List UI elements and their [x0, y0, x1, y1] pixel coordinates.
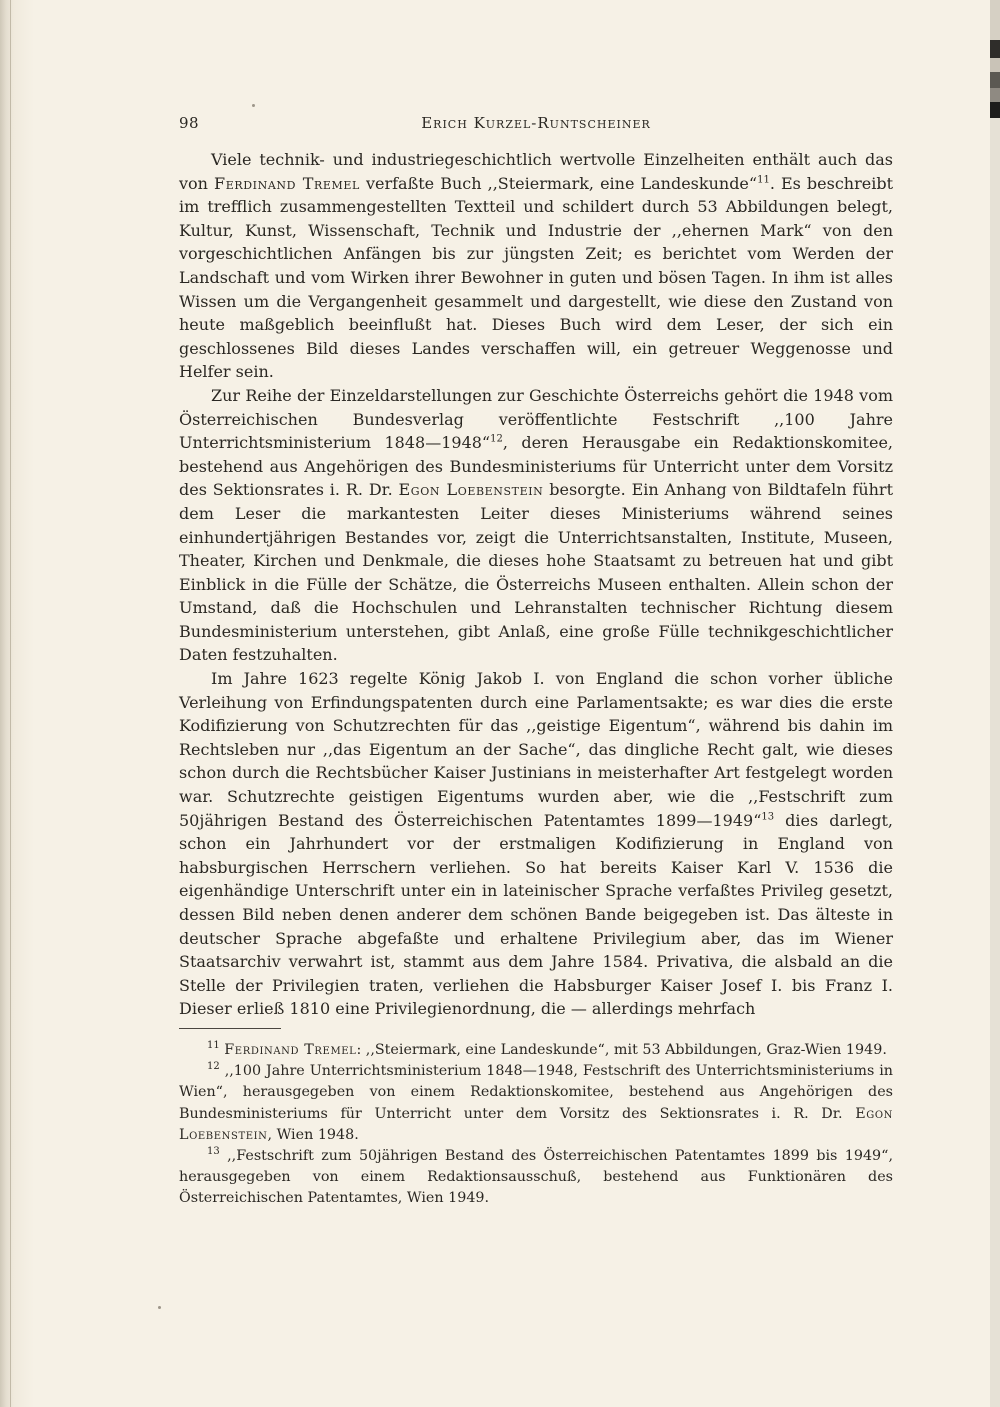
binding-edge-line	[10, 0, 11, 1407]
footnote: $^{12}$ ,,100 Jahre Unterrichtsministerium 1848—1948, Festschrift des Unterrichtsministeriums in Wien“, herausgegeben von einem Redaktionskomitee, bestehend aus Angehörigen des Bundesministeriums für Unterricht unter dem Vorsitz des Sektionsrates i. R. Dr. Egon Loebenstein, Wien 1948.	[179, 1061, 894, 1143]
edge-tab	[990, 40, 1000, 58]
footnote-ref[interactable]: 13	[761, 811, 775, 823]
footnote-ref[interactable]: 12	[490, 433, 503, 445]
book-binding-shadow	[0, 0, 34, 1407]
edge-tab	[990, 102, 1000, 118]
paragraph: Viele technik- und industriegeschichtlich wertvolle Einzelheiten enthält auch das von Ferdinand Tremel verfaßte Buch ,,Steiermark, eine Landeskunde“$^{11}$. Es beschreibt im trefflich zusammengestellten Textteil und schildert durch 53 Abbildungen belegt, Kultur, Kunst, Wissenschaft, Technik und Industrie der ,,ehernen Mark“ von den vorgeschichtlichen Anfängen bis zur jüngsten Zeit; es berichtet vom Werden der Landschaft und vom Wirken ihrer Bewohner in guten und bösen Tagen. In ihm ist alles Wissen um die Vergangenheit gesammelt und dargestellt, wie diese den Zustand von heute maßgeblich beeinflußt hat. Dieses Buch wird dem Leser, der sich ein geschlossenes Bild dieses Landes verschaffen will, ein getreuer Weggenosse und Helfer sein.	[179, 150, 894, 382]
edge-tab	[990, 58, 1000, 72]
author-name: Ferdinand Tremel	[224, 1042, 357, 1058]
footnote: $^{13}$ ,,Festschrift zum 50jährigen Bestand des Österreichischen Patentamtes 1899 bis 1949“, herausgegeben von einem Redaktionsausschuß, bestehend aus Funktionären des Österreichischen Patentamtes, Wien 1949.	[179, 1146, 894, 1207]
footnote-separator	[179, 1028, 281, 1029]
footnote: $^{11}$ Ferdinand Tremel: ,,Steiermark, eine Landeskunde“, mit 53 Abbildungen, Graz-Wien 1949.	[207, 1040, 887, 1058]
edge-tab	[990, 88, 1000, 102]
edge-tab	[990, 72, 1000, 88]
author-name: Egon Loebenstein	[398, 480, 544, 500]
page-number: 98	[179, 114, 200, 132]
ink-speck	[158, 1306, 161, 1309]
body-text	[179, 148, 893, 1021]
footnote-number: 11	[207, 1040, 220, 1052]
footnotes	[179, 1040, 893, 1210]
footnote-number: 12	[207, 1061, 220, 1073]
edge-tab	[990, 0, 1000, 40]
edge-tab	[990, 118, 1000, 1407]
page-header	[179, 114, 893, 134]
footnote-ref[interactable]: 11	[757, 174, 770, 186]
paragraph: Zur Reihe der Einzeldarstellungen zur Geschichte Österreichs gehört die 1948 vom Österreichischen Bundesverlag veröffentlichte Festschrift ,,100 Jahre Unterrichtsministerium 1848—1948“$^{12}$, deren Herausgabe ein Redaktionskomitee, bestehend aus Angehörigen des Bundesministeriums für Unterricht unter dem Vorsitz des Sektionsrates i. R. Dr. Egon Loebenstein besorgte. Ein Anhang von Bildtafeln führt dem Leser die markantesten Leiter dieses Ministeriums während seines einhundertjährigen Bestandes vor, zeigt die Unterrichtsanstalten, Institute, Museen, Theater, Kirchen und Denkmale, die dieses hohe Staatsamt zu betreuen hat und gibt Einblick in die Fülle der Schätze, die Österreichs Museen enthalten. Allein schon der Umstand, daß die Hochschulen und Lehranstalten technischer Richtung diesem Bundesministerium unterstehen, gibt Anlaß, eine große Fülle technikgeschichtlicher Daten festzuhalten.	[179, 385, 894, 665]
author-name: Ferdinand Tremel	[214, 173, 360, 193]
footnote-number: 13	[207, 1146, 220, 1158]
author-name: Egon Loebenstein	[179, 1105, 893, 1143]
running-head: Erich Kurzel-Runtscheiner	[421, 114, 651, 132]
ink-speck	[252, 104, 255, 107]
paragraph: Im Jahre 1623 regelte König Jakob I. von England die schon vorher übliche Verleihung von Erfindungspatenten durch eine Parlamentsakte; es war dies die erste Kodifizierung von Schutzrechten für das ,,geistige Eigentum“, während bis dahin im Rechtsleben nur ,,das Eigentum an der Sache“, das dingliche Recht galt, wie dieses schon durch die Rechtsbücher Kaiser Justinians in meisterhafter Art festgelegt worden war. Schutzrechte geistigen Eigentums wurden aber, wie die ,,Festschrift zum 50jährigen Bestand des Österreichischen Patentamtes 1899—1949“$^{13}$ dies darlegt, schon ein Jahrhundert vor der erstmaligen Kodifizierung in England von habsburgischen Herrschern verliehen. So hat bereits Kaiser Karl V. 1536 die eigenhändige Unterschrift unter ein in lateinischer Sprache verfaßtes Privileg gesetzt, dessen Bild neben denen anderer dem schönen Bande beigegeben ist. Das älteste in deutscher Sprache abgefaßte und erhaltene Privilegium aber, das im Wiener Staatsarchiv verwahrt ist, stammt aus dem Jahre 1584. Privativa, die alsbald an die Stelle der Privilegien traten, verliehen die Habsburger Kaiser Josef I. bis Franz I. Dieser erließ 1810 eine Privilegienordnung, die — allerdings mehrfach	[179, 669, 894, 1019]
page-edge-tabs	[990, 0, 1000, 1407]
